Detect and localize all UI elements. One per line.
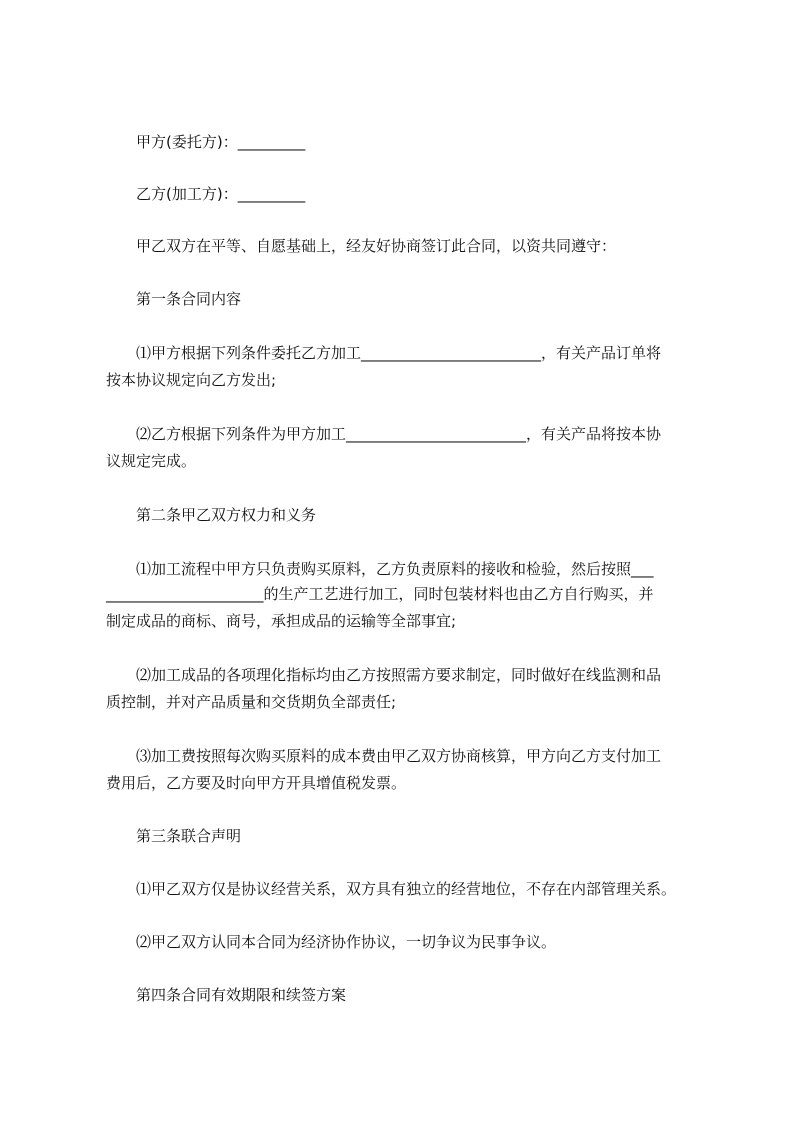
party-b-line: 乙方(加工方)：_________ — [136, 185, 306, 203]
article-3-item-2: ⑵甲乙双方认同本合同为经济协作协议，一切争议为民事争议。 — [136, 933, 557, 951]
article-2-item-2-line-1: ⑵加工成品的各项理化指标均由乙方按照需方要求制定，同时做好在线监测和品 — [136, 666, 662, 684]
article-2-item-2-line-2: 质控制，并对产品质量和交货期负全部责任; — [106, 693, 397, 711]
article-2-item-1-line-2: _____________________的生产工艺进行加工，同时包装材料也由乙方自行购买，并 — [106, 585, 654, 603]
article-4-heading: 第四条合同有效期限和续签方案 — [136, 986, 347, 1004]
article-1-heading: 第一条合同内容 — [136, 290, 242, 308]
article-2-heading: 第二条甲乙双方权力和义务 — [136, 506, 317, 524]
article-2-item-1-line-1: ⑴加工流程中甲方只负责购买原料，乙方负责原料的接收和检验，然后按照___ — [136, 560, 654, 578]
article-1-item-1-line-2: 按本协议规定向乙方发出; — [106, 371, 277, 389]
article-1-item-1-line-1: ⑴甲方根据下列条件委托乙方加工________________________，有关产品订单将 — [136, 344, 662, 362]
article-1-item-2-line-1: ⑵乙方根据下列条件为甲方加工________________________，有关产品将按本协 — [136, 425, 662, 443]
party-a-line: 甲方(委托方)：_________ — [136, 133, 306, 151]
article-3-item-1: ⑴甲乙双方仅是协议经营关系，双方具有独立的经营地位，不存在内部管理关系。 — [136, 880, 677, 898]
preamble: 甲乙双方在平等、自愿基础上，经友好协商签订此合同，以资共同遵守： — [136, 237, 617, 255]
article-2-item-1-line-3: 制定成品的商标、商号，承担成品的运输等全部事宜; — [106, 612, 457, 630]
article-2-item-3-line-2: 费用后，乙方要及时向甲方开具增值税发票。 — [106, 774, 407, 792]
article-3-heading: 第三条联合声明 — [136, 827, 242, 845]
article-2-item-3-line-1: ⑶加工费按照每次购买原料的成本费由甲乙双方协商核算，甲方向乙方支付加工 — [136, 747, 662, 765]
article-1-item-2-line-2: 议规定完成。 — [106, 452, 197, 470]
